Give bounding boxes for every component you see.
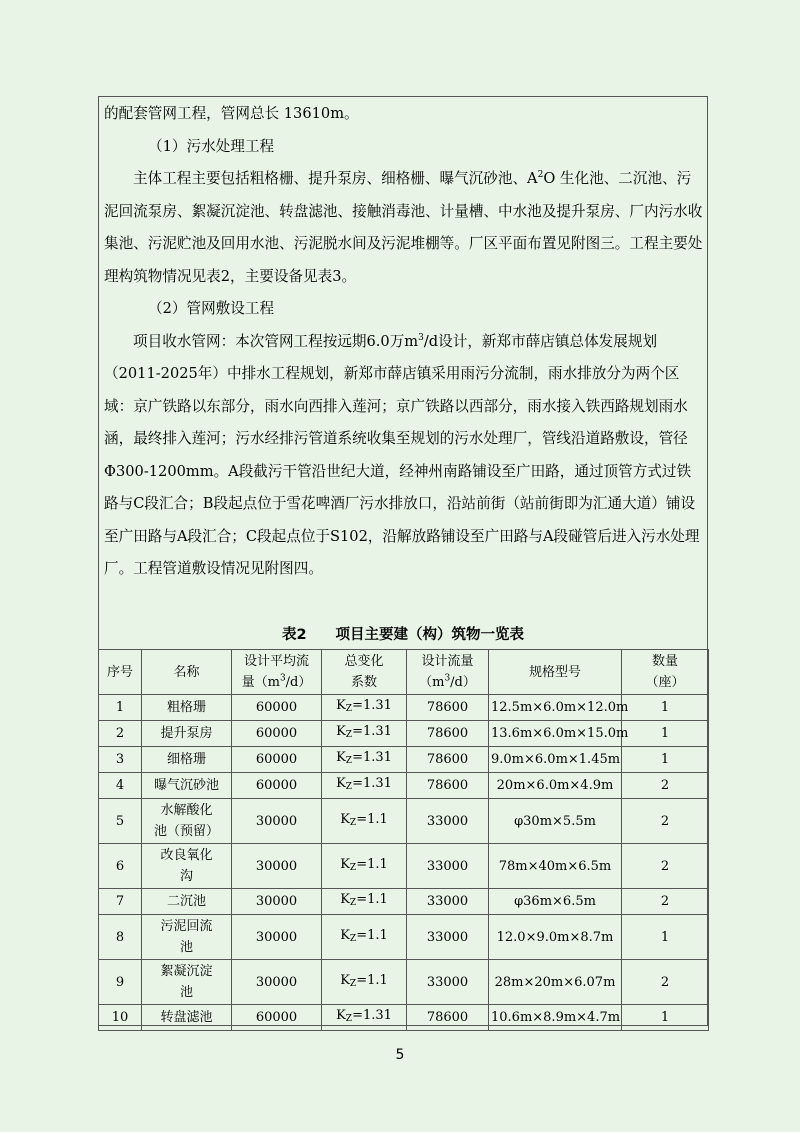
cell-kz: $K_Z=1.31$	[322, 773, 407, 799]
cell-name: 絮凝沉淀 池	[142, 960, 232, 1005]
cell-kz: $K_Z=1.1$	[322, 889, 407, 915]
table-row	[99, 960, 709, 1005]
table-title: 表2 项目主要建（构）筑物一览表	[281, 627, 525, 643]
heading-sewage-treatment: （1）污水处理工程	[148, 137, 275, 155]
cell-avg-flow: 60000	[232, 1005, 322, 1031]
cell-flow: 33000	[407, 844, 489, 889]
cell-flow: 33000	[407, 799, 489, 844]
cell-count: 1	[622, 695, 709, 721]
cell-kz: $K_Z=1.1$	[322, 960, 407, 1005]
cell-count: 1	[622, 747, 709, 773]
cell-count: 2	[622, 960, 709, 1005]
table-row	[99, 695, 709, 721]
paragraph-intro: 的配套管网工程，管网总长 13610m。	[104, 105, 359, 122]
cell-avg-flow: 30000	[232, 889, 322, 915]
cell-avg-flow: 30000	[232, 799, 322, 844]
cell-no: 1	[99, 695, 142, 721]
paragraph-pipe-network: 项目收水管网：本次管网工程按远期6.0万$m^3/d$设计，新郑市薛店镇总体发展规划（2011-2025年）中排水工程规划，新郑市薛店镇采用雨污分流制，雨水排放分为两个区域：京广铁路以东部分，雨水向西排入莲河；京广铁路以西部分，雨水接入铁西路规划雨水涵，最终排入莲河；污水经排污管道系统收集至规划的污水处理厂，管线沿道路敷设，管径Φ300-1200mm。A段截污干管沿世纪大道，经神州南路铺设至广田路，通过顶管方式过铁路与C段汇合；B段起点位于雪花啤酒厂污水排放口，沿站前街（站前街即为汇通大道）铺设至广田路与A段汇合；C段起点位于S102，沿解放路铺设至广田路与A段碰管后进入污水处理厂。工程管道敷设情况见附图四。	[104, 332, 700, 577]
cell-name: 水解酸化 池（预留）	[142, 799, 232, 844]
cell-avg-flow: 60000	[232, 773, 322, 799]
cell-name: 细格珊	[142, 747, 232, 773]
cell-count: 2	[622, 844, 709, 889]
page-number: 5	[395, 1047, 405, 1063]
cell-spec: φ30m×5.5m	[489, 799, 622, 844]
cell-no: 3	[99, 747, 142, 773]
cell-name: 污泥回流 池	[142, 915, 232, 960]
table-header-row	[99, 650, 709, 695]
cell-avg-flow: 30000	[232, 960, 322, 1005]
cell-flow: 78600	[407, 695, 489, 721]
cell-flow: 33000	[407, 915, 489, 960]
cell-name: 提升泵房	[142, 721, 232, 747]
cell-spec: 12.5m×6.0m×12.0m	[489, 695, 622, 721]
cell-no: 6	[99, 844, 142, 889]
cell-kz: $K_Z=1.31$	[322, 695, 407, 721]
cell-count: 1	[622, 1005, 709, 1031]
table-row	[99, 773, 709, 799]
cell-spec: 78m×40m×6.5m	[489, 844, 622, 889]
cell-spec: 9.0m×6.0m×1.45m	[489, 747, 622, 773]
cell-no: 10	[99, 1005, 142, 1031]
cell-count: 2	[622, 889, 709, 915]
cell-no: 2	[99, 721, 142, 747]
header-spec: 规格型号	[489, 650, 622, 695]
header-count: 数量 （座）	[622, 650, 709, 695]
cell-flow: 78600	[407, 747, 489, 773]
cell-kz: $K_Z=1.31$	[322, 747, 407, 773]
cell-name: 改良氧化 沟	[142, 844, 232, 889]
table-row	[99, 915, 709, 960]
cell-name: 曝气沉砂池	[142, 773, 232, 799]
header-name: 名称	[142, 650, 232, 695]
cell-no: 7	[99, 889, 142, 915]
paragraph-main-works: 主体工程主要包括粗格栅、提升泵房、细格栅、曝气沉砂池、$A^2O$ 生化池、二沉池、污泥回流泵房、絮凝沉淀池、转盘滤池、接触消毒池、计量槽、中水池及提升泵房、厂内污水收集池、污泥贮池及回用水池、污泥脱水间及污泥堆棚等。厂区平面布置见附图三。工程主要处理构筑物情况见表2，主要设备见表3。	[104, 170, 703, 285]
cell-spec: 12.0×9.0m×8.7m	[489, 915, 622, 960]
header-kz: 总变化 系数	[322, 650, 407, 695]
table-row	[99, 721, 709, 747]
cell-flow: 78600	[407, 773, 489, 799]
cell-avg-flow: 30000	[232, 915, 322, 960]
cell-spec: φ36m×6.5m	[489, 889, 622, 915]
cell-kz: $K_Z=1.1$	[322, 844, 407, 889]
table-row	[99, 1005, 709, 1031]
cell-count: 1	[622, 721, 709, 747]
cell-avg-flow: 60000	[232, 695, 322, 721]
cell-spec: 28m×20m×6.07m	[489, 960, 622, 1005]
cell-spec: 20m×6.0m×4.9m	[489, 773, 622, 799]
header-avg-flow: 设计平均流 量$(m^3/d)$	[232, 650, 322, 695]
table-row	[99, 844, 709, 889]
cell-avg-flow: 60000	[232, 747, 322, 773]
cell-spec: 10.6m×8.9m×4.7m	[489, 1005, 622, 1031]
cell-count: 2	[622, 773, 709, 799]
table-row	[99, 799, 709, 844]
cell-avg-flow: 60000	[232, 721, 322, 747]
cell-name: 粗格珊	[142, 695, 232, 721]
body-text	[104, 98, 704, 586]
header-flow: 设计流量 $(m^3/d)$	[407, 650, 489, 695]
cell-kz: $K_Z=1.31$	[322, 1005, 407, 1031]
cell-no: 5	[99, 799, 142, 844]
cell-no: 4	[99, 773, 142, 799]
table-row	[99, 747, 709, 773]
header-no: 序号	[99, 650, 142, 695]
cell-name: 二沉池	[142, 889, 232, 915]
cell-flow: 78600	[407, 1005, 489, 1031]
cell-count: 1	[622, 915, 709, 960]
cell-avg-flow: 30000	[232, 844, 322, 889]
cell-count: 2	[622, 799, 709, 844]
cell-spec: 13.6m×6.0m×15.0m	[489, 721, 622, 747]
cell-no: 8	[99, 915, 142, 960]
table-row	[99, 889, 709, 915]
cell-kz: $K_Z=1.1$	[322, 915, 407, 960]
cell-flow: 78600	[407, 721, 489, 747]
cell-flow: 33000	[407, 889, 489, 915]
cell-name: 转盘滤池	[142, 1005, 232, 1031]
cell-kz: $K_Z=1.31$	[322, 721, 407, 747]
cell-flow: 33000	[407, 960, 489, 1005]
cell-no: 9	[99, 960, 142, 1005]
heading-pipe-network: （2）管网敷设工程	[148, 300, 275, 317]
structures-table	[98, 649, 709, 1031]
cell-kz: $K_Z=1.1$	[322, 799, 407, 844]
